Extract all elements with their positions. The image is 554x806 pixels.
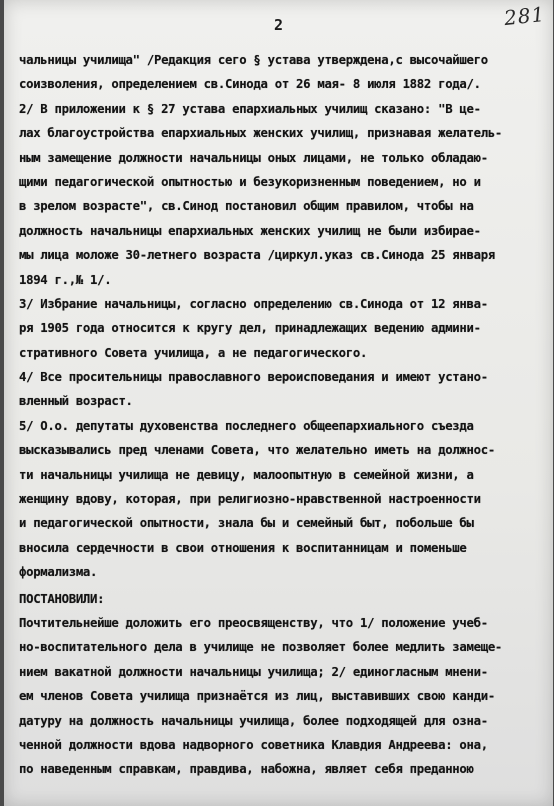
text-line: 2/ В приложении к § 27 устава епархиальных училищ сказано: "В це- (19, 101, 481, 116)
text-line: вленный возраст. (19, 394, 133, 409)
text-line: лах благоустройства епархиальных женских училищ, признавая желатель- (19, 126, 503, 141)
text-line: 4/ Все просительницы православного вероисповедания и имеют устано- (19, 370, 488, 385)
text-line: и педагогической опытности, знала бы и семейный быт, побольше бы (19, 516, 474, 531)
text-line: но-воспитательного дела в училище не позволяет более медлить замеще- (19, 640, 503, 655)
text-line: щими педагогической опытностью и безукоризненным поведением, но и (19, 174, 481, 189)
text-line: ти начальницы училища не девицу, малоопытную в семейной жизни, а (19, 467, 474, 482)
text-line: вносила сердечности в свои отношения к воспитанницам и поменьше (19, 540, 467, 555)
handwritten-folio-number: 281 (502, 1, 547, 31)
text-line: датуру на должность начальницы училища, более подходящей для озна- (19, 713, 488, 728)
text-line: по наведенным справкам, правдива, набожна, являет себя преданною (19, 762, 474, 777)
text-line: ным замещение должности начальницы оных лицами, не только обладаю- (19, 150, 488, 165)
text-line: 3/ Избрание начальницы, согласно определению св.Синода от 12 янва- (19, 296, 488, 311)
text-line: в зрелом возрасте", св.Синод постановил общим правилом, чтобы на (19, 199, 474, 214)
text-line: ря 1905 года относится к кругу дел, принадлежащих ведению админи- (19, 321, 481, 336)
page-number: 2 (273, 16, 284, 34)
text-line: женщину вдову, которая, при религиозно-нравственной настроенности (19, 492, 481, 507)
text-line: нием вакатной должности начальницы училища; 2/ единогласным мнени- (19, 664, 488, 679)
text-line: ем членов Совета училища признаётся из лиц, выставивших свою канди- (19, 689, 495, 704)
text-line: чальницы училища" /Редакция сего § устава утверждена,с высочайшего (19, 53, 488, 67)
document-body (19, 48, 549, 782)
text-line: 1894 г.,№ 1/. (19, 272, 112, 287)
document-page (4, 0, 553, 806)
text-line: 5/ О.о. депутаты духовенства последнего общеепархиального съезда (19, 418, 474, 433)
section-heading: ПОСТАНОВИЛИ: (19, 591, 105, 606)
text-line: должность начальницы епархиальных женских училищ не были избирае- (19, 223, 481, 238)
text-line: ченной должности вдова надворного советника Клавдия Андреева: она, (19, 737, 488, 752)
text-line: соизволения, определением св.Синода от 26 мая- 8 июля 1882 года/. (19, 77, 481, 92)
text-line: высказывались пред членами Совета, что желательно иметь на должнос- (19, 443, 495, 458)
text-line: Почтительнейше доложить его преосвященству, что 1/ положение учеб- (19, 615, 488, 630)
text-line: стративного Совета училища, а не педагогического. (19, 345, 368, 360)
text-line: формализма. (19, 565, 98, 580)
text-line: мы лица моложе 30-летнего возраста /циркул.указ св.Синода 25 января (19, 248, 495, 263)
